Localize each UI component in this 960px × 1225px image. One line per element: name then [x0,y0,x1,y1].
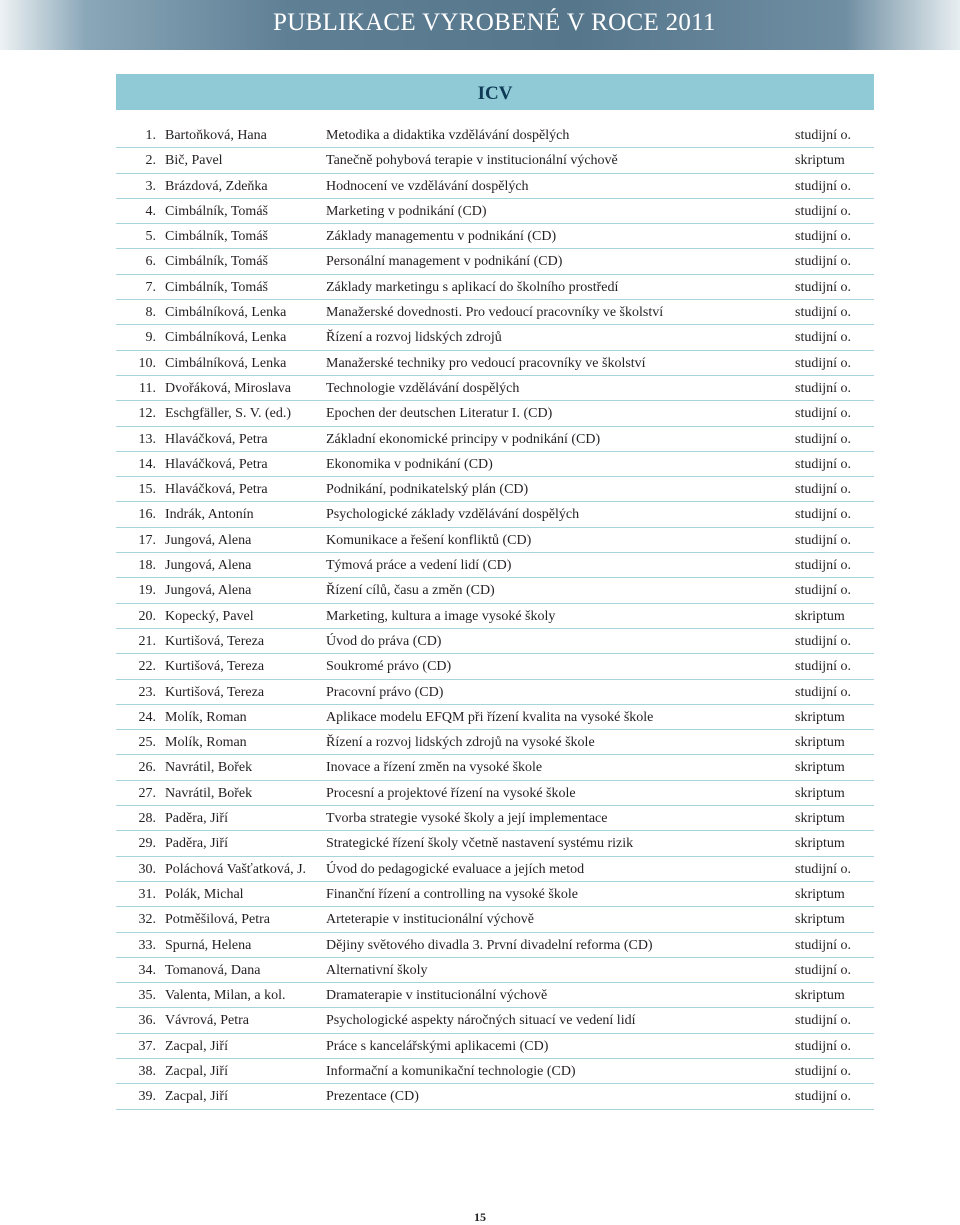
author-cell: Paděra, Jiří [165,811,228,827]
page-number: 15 [474,1210,486,1224]
row-number: 24. [138,709,156,725]
type-cell: skriptum [795,912,845,928]
table-row [116,1084,874,1109]
title-cell: Ekonomika v podnikání (CD) [326,456,493,472]
table-row [116,983,874,1008]
row-number: 37. [138,1038,156,1054]
table-row [116,199,874,224]
table-row [116,781,874,806]
type-cell: studijní o. [795,1038,852,1054]
type-cell: skriptum [795,153,845,169]
row-number: 16. [138,507,156,523]
table-row [116,148,874,173]
type-cell: studijní o. [795,583,852,599]
title-cell: Manažerské dovednosti. Pro vedoucí pracovníky ve školství [326,305,664,321]
section-header [116,74,874,110]
table-row [116,882,874,907]
table-row [116,401,874,426]
title-cell: Řízení a rozvoj lidských zdrojů na vysoké škole [326,735,595,751]
title-cell: Úvod do práva (CD) [326,633,442,649]
author-cell: Tomanová, Dana [165,962,261,978]
publication-table [116,123,874,1110]
type-cell: studijní o. [795,279,852,295]
type-cell: skriptum [795,760,845,776]
row-number: 33. [138,937,156,953]
row-number: 9. [145,330,156,346]
row-number: 22. [138,659,156,675]
author-cell: Bartoňková, Hana [165,128,267,143]
type-cell: studijní o. [795,633,852,649]
row-number: 38. [138,1063,156,1079]
table-row [116,629,874,654]
author-cell: Bič, Pavel [165,153,223,169]
type-cell: studijní o. [795,962,852,978]
type-cell: skriptum [795,735,845,751]
row-number: 3. [145,178,156,194]
type-cell: studijní o. [795,684,852,700]
row-number: 29. [138,836,156,852]
table-row [116,528,874,553]
title-cell: Soukromé právo (CD) [326,659,452,675]
type-cell: studijní o. [795,659,852,675]
title-cell: Práce s kancelářskými aplikacemi (CD) [326,1038,549,1054]
table-row [116,604,874,629]
row-number: 35. [138,988,156,1004]
row-number: 8. [145,305,156,321]
type-cell: studijní o. [795,330,852,346]
title-cell: Řízení cílů, času a změn (CD) [326,583,495,599]
title-cell: Inovace a řízení změn na vysoké škole [326,760,543,776]
table-row [116,806,874,831]
title-cell: Strategické řízení školy včetně nastavení systému rizik [326,836,634,852]
author-cell: Hlaváčková, Petra [165,431,268,447]
title-cell: Pracovní právo (CD) [326,684,444,700]
table-row [116,553,874,578]
table-row [116,376,874,401]
title-cell: Marketing, kultura a image vysoké školy [326,608,556,624]
row-number: 26. [138,760,156,776]
author-cell: Paděra, Jiří [165,836,228,852]
table-row [116,275,874,300]
author-cell: Jungová, Alena [165,583,252,599]
title-cell: Dramaterapie v institucionální výchově [326,988,548,1004]
author-cell: Navrátil, Bořek [165,785,253,801]
title-cell: Základní ekonomické principy v podnikání (CD) [326,431,601,447]
author-cell: Potměšilová, Petra [165,912,270,928]
title-cell: Technologie vzdělávání dospělých [326,380,520,396]
title-cell: Týmová práce a vedení lidí (CD) [326,558,512,574]
title-cell: Základy managementu v podnikání (CD) [326,229,557,245]
author-cell: Cimbálníková, Lenka [165,355,287,371]
author-cell: Kurtišová, Tereza [165,684,265,700]
section-title: ICV [477,83,513,104]
title-cell: Tanečně pohybová terapie v institucionální výchově [326,153,618,169]
table-row [116,249,874,274]
type-cell: studijní o. [795,532,852,548]
table-row [116,907,874,932]
author-cell: Polák, Michal [165,886,244,902]
type-cell: studijní o. [795,482,852,498]
title-cell: Komunikace a řešení konfliktů (CD) [326,532,532,548]
row-number: 1. [145,128,156,143]
title-cell: Aplikace modelu EFQM při řízení kvalita na vysoké škole [326,709,654,725]
author-cell: Valenta, Milan, a kol. [165,988,286,1004]
title-cell: Hodnocení ve vzdělávání dospělých [326,178,529,194]
type-cell: skriptum [795,836,845,852]
type-cell: studijní o. [795,1089,852,1105]
type-cell: studijní o. [795,254,852,270]
row-number: 18. [138,558,156,574]
table-row [116,1034,874,1059]
title-cell: Úvod do pedagogické evaluace a jejích metod [326,861,585,877]
type-cell: skriptum [795,988,845,1004]
type-cell: skriptum [795,709,845,725]
title-cell: Psychologické aspekty náročných situací ve vedení lidí [326,1013,636,1029]
author-cell: Kopecký, Pavel [165,608,254,624]
type-cell: studijní o. [795,305,852,321]
title-cell: Základy marketingu s aplikací do školního prostředí [326,279,619,295]
author-cell: Cimbálník, Tomáš [165,229,268,245]
row-number: 11. [139,380,156,396]
row-number: 2. [145,153,156,169]
table-row [116,452,874,477]
table-row [116,427,874,452]
row-number: 31. [138,886,156,902]
title-cell: Tvorba strategie vysoké školy a její implementace [326,811,608,827]
title-cell: Epochen der deutschen Literatur I. (CD) [326,406,553,422]
type-cell: studijní o. [795,203,852,219]
row-number: 4. [145,203,156,219]
author-cell: Cimbálníková, Lenka [165,305,287,321]
author-cell: Zacpal, Jiří [165,1063,228,1079]
type-cell: skriptum [795,608,845,624]
row-number: 27. [138,785,156,801]
author-cell: Hlaváčková, Petra [165,482,268,498]
author-cell: Vávrová, Petra [165,1013,249,1029]
title-cell: Manažerské techniky pro vedoucí pracovníky ve školství [326,355,646,371]
title-cell: Podnikání, podnikatelský plán (CD) [326,482,529,498]
title-cell: Procesní a projektové řízení na vysoké škole [326,785,576,801]
title-cell: Řízení a rozvoj lidských zdrojů [326,330,502,346]
row-number: 39. [138,1089,156,1105]
type-cell: studijní o. [795,178,852,194]
table-row [116,705,874,730]
author-cell: Zacpal, Jiří [165,1089,228,1105]
row-number: 25. [138,735,156,751]
author-cell: Hlaváčková, Petra [165,456,268,472]
table-row [116,680,874,705]
row-number: 20. [138,608,156,624]
type-cell: studijní o. [795,431,852,447]
author-cell: Navrátil, Bořek [165,760,253,776]
row-number: 28. [138,811,156,827]
type-cell: skriptum [795,785,845,801]
table-row [116,502,874,527]
row-number: 6. [145,254,156,270]
row-number: 12. [138,406,156,422]
title-cell: Informační a komunikační technologie (CD) [326,1063,576,1079]
type-cell: studijní o. [795,380,852,396]
author-cell: Brázdová, Zdeňka [165,178,268,194]
type-cell: studijní o. [795,507,852,523]
row-number: 5. [145,229,156,245]
type-cell: skriptum [795,811,845,827]
table-row [116,755,874,780]
author-cell: Cimbálníková, Lenka [165,330,287,346]
row-number: 21. [138,633,156,649]
table-row [116,578,874,603]
table-row [116,300,874,325]
row-number: 36. [138,1013,156,1029]
table-row [116,958,874,983]
author-cell: Dvořáková, Miroslava [165,380,291,396]
author-cell: Zacpal, Jiří [165,1038,228,1054]
author-cell: Indrák, Antonín [165,507,254,523]
table-row [116,857,874,882]
author-cell: Spurná, Helena [165,937,252,953]
type-cell: studijní o. [795,229,852,245]
author-cell: Jungová, Alena [165,532,252,548]
row-number: 15. [138,482,156,498]
title-cell: Metodika a didaktika vzdělávání dospělých [326,128,570,143]
title-cell: Dějiny světového divadla 3. První divadelní reforma (CD) [326,937,653,953]
table-row [116,1008,874,1033]
row-number: 34. [138,962,156,978]
type-cell: studijní o. [795,937,852,953]
title-cell: Prezentace (CD) [326,1089,419,1105]
type-cell: studijní o. [795,456,852,472]
row-number: 19. [138,583,156,599]
author-cell: Kurtišová, Tereza [165,633,265,649]
title-cell: Alternativní školy [326,962,428,978]
table-row [116,325,874,350]
title-cell: Finanční řízení a controlling na vysoké škole [326,886,578,902]
row-number: 32. [138,912,156,928]
row-number: 13. [138,431,156,447]
table-row [116,224,874,249]
table-row [116,654,874,679]
author-cell: Molík, Roman [165,709,247,725]
title-cell: Arteterapie v institucionální výchově [326,912,534,928]
author-cell: Jungová, Alena [165,558,252,574]
type-cell: skriptum [795,886,845,902]
author-cell: Molík, Roman [165,735,247,751]
author-cell: Kurtišová, Tereza [165,659,265,675]
author-cell: Eschgfäller, S. V. (ed.) [165,406,292,422]
type-cell: studijní o. [795,406,852,422]
title-cell: Psychologické základy vzdělávání dospělých [326,507,580,523]
type-cell: studijní o. [795,1013,852,1029]
type-cell: studijní o. [795,128,852,143]
author-cell: Cimbálník, Tomáš [165,279,268,295]
author-cell: Cimbálník, Tomáš [165,203,268,219]
author-cell: Cimbálník, Tomáš [165,254,268,270]
row-number: 23. [138,684,156,700]
row-number: 10. [138,355,156,371]
type-cell: studijní o. [795,355,852,371]
type-cell: studijní o. [795,1063,852,1079]
table-row [116,730,874,755]
table-row [116,933,874,958]
row-number: 17. [138,532,156,548]
type-cell: studijní o. [795,861,852,877]
row-number: 7. [145,279,156,295]
table-row [116,123,874,148]
header-band [0,0,960,50]
title-cell: Marketing v podnikání (CD) [326,203,487,219]
table-row [116,174,874,199]
type-cell: studijní o. [795,558,852,574]
table-row [116,351,874,376]
row-number: 14. [138,456,156,472]
title-cell: Personální management v podnikání (CD) [326,254,563,270]
row-number: 30. [138,861,156,877]
table-row [116,1059,874,1084]
table-row [116,831,874,856]
table-row [116,477,874,502]
page-title: PUBLIKACE VYROBENÉ V ROCE 2011 [273,9,716,36]
author-cell: Poláchová Vašťatková, J. [165,861,307,877]
